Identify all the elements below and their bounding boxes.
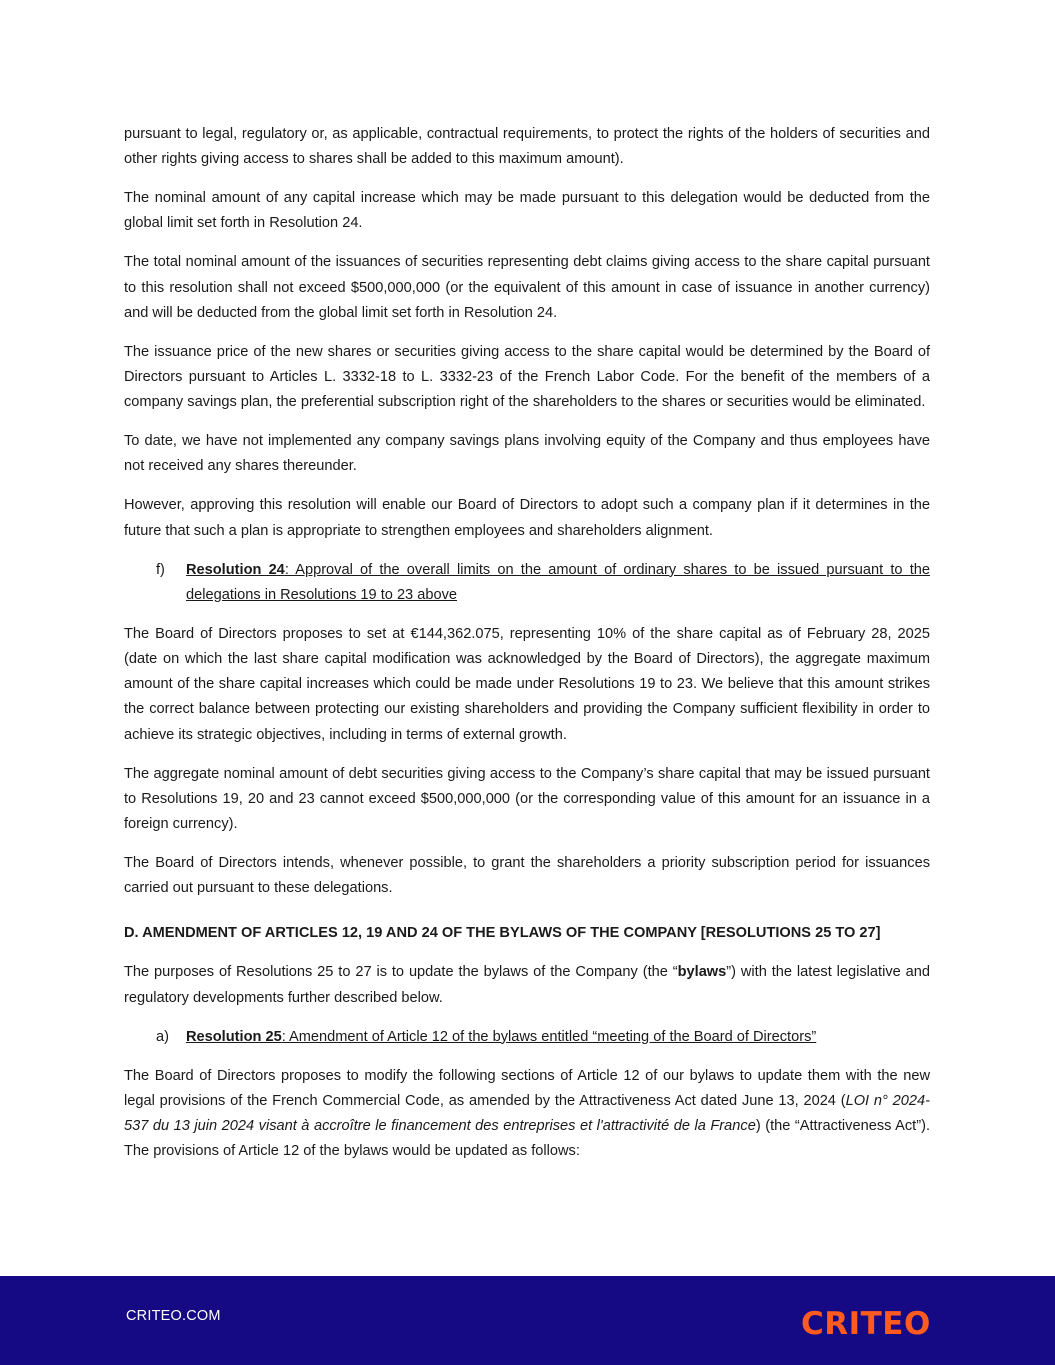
list-item-f [124, 558, 930, 608]
paragraph-8: The aggregate nominal amount of debt securities giving access to the Company’s share capital that may be issued pursuant to Resolutions 19, 20 and 23 cannot exceed $500,000,000 (or the corresponding value of this amount for an issuance in a foreign currency). [124, 765, 930, 833]
paragraph-11-before: The Board of Directors proposes to modify the following sections of Article 12 of our bylaws to update them with the new legal provisions of the French Commercial Code, as amended by the Attractiveness Act dated June 13, 2024 ( [124, 1067, 930, 1109]
list-marker: f) [156, 561, 165, 578]
resolution-24-title [186, 562, 930, 603]
bylaws-term: bylaws [677, 964, 727, 981]
resolution-25-title [186, 1029, 816, 1045]
paragraph-10-before: The purposes of Resolutions 25 to 27 is to update the bylaws of the Company (the “ [124, 964, 678, 981]
paragraph-3: The total nominal amount of the issuances of securities representing debt claims giving access to the share capital pursuant to this resolution shall not exceed $500,000,000 (or the equivalent of this amount in case of issuance in another currency) and will be deducted from the global limit set forth in Resolution 24. [124, 254, 930, 321]
paragraph-10 [124, 960, 930, 1010]
paragraph-4: The issuance price of the new shares or securities giving access to the share capital would be determined by the Board of Directors pursuant to Articles L. 3332-18 to L. 3332-23 of the French Labor Code. For the benefit of the members of a company savings plan, the preferential subscription right of the shareholders to the shares or securities would be eliminated. [124, 343, 930, 411]
paragraph-10-after: ”) with the latest legislative and regulatory developments further described below. [124, 964, 930, 1006]
resolution-24-description: : Approval of the overall limits on the amount of ordinary shares to be issued pursuant to the delegations in Resolutions 19 to 23 above [186, 561, 930, 603]
document-body [124, 122, 930, 1178]
list-marker: a) [156, 1028, 169, 1045]
paragraph-9: The Board of Directors intends, whenever possible, to grant the shareholders a priority subscription period for issuances carried out pursuant to these delegations. [124, 855, 930, 897]
resolution-25-description: : Amendment of Article 12 of the bylaws entitled “meeting of the Board of Directors” [281, 1028, 817, 1045]
paragraph-11-after: ) (the “Attractiveness Act”). The provisions of Article 12 of the bylaws would be updated as follows: [124, 1118, 930, 1160]
paragraph-7: The Board of Directors proposes to set at €144,362.075, representing 10% of the share capital as of February 28, 2025 (date on which the last share capital modification was acknowledged by the Board of Directors), the aggregate maximum amount of the share capital increases which could be made under Resolutions 19 to 23. We believe that this amount strikes the correct balance between protecting our existing shareholders and providing the Company sufficient flexibility in order to achieve its strategic objectives, including in terms of external growth. [124, 625, 930, 743]
paragraph-1: pursuant to legal, regulatory or, as applicable, contractual requirements, to protect the rights of the holders of securities and other rights giving access to shares shall be added to this maximum amount). [124, 126, 930, 168]
footer-website-link[interactable]: CRITEO.COM [126, 1308, 221, 1324]
criteo-logo: CRITEO [801, 1306, 931, 1342]
paragraph-5: To date, we have not implemented any company savings plans involving equity of the Company and thus employees have not received any shares thereunder. [124, 433, 930, 475]
paragraph-11 [124, 1064, 930, 1165]
law-reference: LOI n° 2024-537 du 13 juin 2024 visant à accroître le financement des entreprises et l'attractivité de la France [124, 1092, 930, 1135]
resolution-24-label: Resolution 24 [186, 561, 285, 578]
page-footer [0, 1276, 1055, 1365]
paragraph-6: However, approving this resolution will enable our Board of Directors to adopt such a company plan if it determines in the future that such a plan is appropriate to strengthen employees and shareholders alignment. [124, 497, 930, 539]
section-heading-d: D. AMENDMENT OF ARTICLES 12, 19 AND 24 OF THE BYLAWS OF THE COMPANY [RESOLUTIONS 25 TO 27] [124, 925, 881, 942]
list-item-a [124, 1025, 930, 1050]
paragraph-2: The nominal amount of any capital increase which may be made pursuant to this delegation would be deducted from the global limit set forth in Resolution 24. [124, 190, 930, 232]
resolution-25-label: Resolution 25 [186, 1028, 282, 1045]
